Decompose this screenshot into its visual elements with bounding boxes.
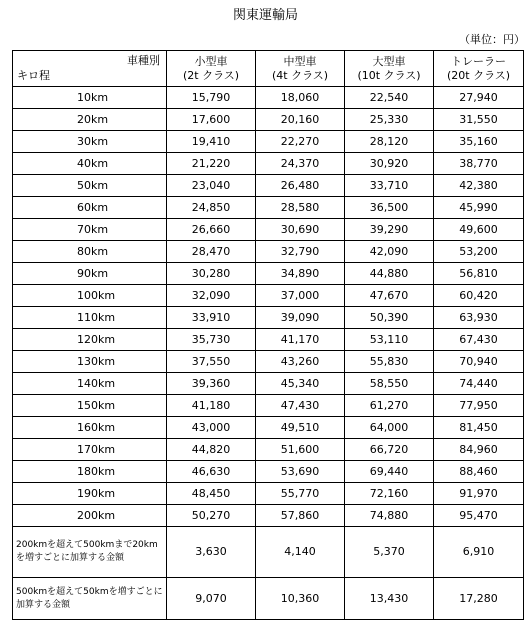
fare-cell: 20,160 [256,109,345,131]
column-header-class: (20t クラス) [446,68,511,82]
table-row [13,417,524,439]
fare-cell: 37,000 [256,285,345,307]
fare-cell: 91,970 [434,483,524,505]
distance-cell: 200km [13,505,167,527]
distance-cell: 60km [13,197,167,219]
fare-cell: 41,180 [167,395,256,417]
fare-cell: 41,170 [256,329,345,351]
fare-cell: 47,430 [256,395,345,417]
header-row [13,51,524,87]
fare-cell: 23,040 [167,175,256,197]
surcharge-cell: 3,630 [167,527,256,578]
fare-cell: 50,270 [167,505,256,527]
page-title: 関東運輸局 [232,8,298,23]
fare-cell: 88,460 [434,461,524,483]
fare-cell: 24,370 [256,153,345,175]
fare-cell: 64,000 [345,417,434,439]
surcharge-cell: 5,370 [345,527,434,578]
column-header-class: (4t クラス) [271,68,329,82]
distance-cell: 110km [13,307,167,329]
surcharge-label: 500kmを超えて50kmを増すごとに加算する金額 [13,578,167,620]
distance-cell: 160km [13,417,167,439]
column-header-small [167,51,256,87]
distance-cell: 70km [13,219,167,241]
fare-cell: 46,630 [167,461,256,483]
fare-cell: 24,850 [167,197,256,219]
distance-cell: 140km [13,373,167,395]
distance-cell: 90km [13,263,167,285]
vehicle-type-label: 車種別 [127,54,160,67]
fare-cell: 57,860 [256,505,345,527]
fare-cell: 58,550 [345,373,434,395]
distance-cell: 120km [13,329,167,351]
fare-cell: 22,540 [345,87,434,109]
table-row [13,373,524,395]
fare-cell: 72,160 [345,483,434,505]
surcharge-label: 200kmを超えて500kmまで20kmを増すごとに加算する金額 [13,527,167,578]
fare-cell: 30,920 [345,153,434,175]
distance-cell: 40km [13,153,167,175]
table-row [13,439,524,461]
fare-cell: 53,690 [256,461,345,483]
fare-cell: 34,890 [256,263,345,285]
fare-cell: 77,950 [434,395,524,417]
surcharge-cell: 13,430 [345,578,434,620]
fare-cell: 32,790 [256,241,345,263]
fare-cell: 66,720 [345,439,434,461]
fare-cell: 63,930 [434,307,524,329]
table-row [13,87,524,109]
distance-cell: 130km [13,351,167,373]
column-header-class: (10t クラス) [357,68,421,82]
table-row [13,351,524,373]
fare-cell: 19,410 [167,131,256,153]
table-row [13,461,524,483]
table-row [13,153,524,175]
fare-cell: 33,910 [167,307,256,329]
column-header-medium [256,51,345,87]
fare-cell: 28,580 [256,197,345,219]
distance-cell: 80km [13,241,167,263]
table-row [13,395,524,417]
fare-cell: 84,960 [434,439,524,461]
column-header-trailer [434,51,524,87]
surcharge-cell: 17,280 [434,578,524,620]
fare-cell: 53,110 [345,329,434,351]
fare-cell: 39,290 [345,219,434,241]
fare-cell: 60,420 [434,285,524,307]
fare-cell: 42,380 [434,175,524,197]
fare-cell: 35,160 [434,131,524,153]
fare-cell: 45,340 [256,373,345,395]
surcharge-cell: 4,140 [256,527,345,578]
fare-cell: 53,200 [434,241,524,263]
fare-cell: 43,260 [256,351,345,373]
fare-cell: 25,330 [345,109,434,131]
column-header-name: 小型車 [194,54,228,68]
distance-cell: 180km [13,461,167,483]
fare-cell: 18,060 [256,87,345,109]
table-row [13,483,524,505]
surcharge-row [13,578,524,620]
fare-cell: 67,430 [434,329,524,351]
table-row [13,175,524,197]
fare-cell: 31,550 [434,109,524,131]
fare-cell: 30,280 [167,263,256,285]
fare-cell: 15,790 [167,87,256,109]
fare-cell: 81,450 [434,417,524,439]
table-row [13,263,524,285]
fare-cell: 26,660 [167,219,256,241]
distance-label: キロ程 [17,69,50,82]
fare-cell: 35,730 [167,329,256,351]
fare-table [12,50,524,620]
table-row [13,131,524,153]
surcharge-cell: 9,070 [167,578,256,620]
table-row [13,285,524,307]
column-header-name: 大型車 [372,54,406,68]
fare-cell: 26,480 [256,175,345,197]
fare-cell: 37,550 [167,351,256,373]
distance-cell: 50km [13,175,167,197]
fare-cell: 27,940 [434,87,524,109]
distance-cell: 170km [13,439,167,461]
surcharge-row [13,527,524,578]
fare-cell: 50,390 [345,307,434,329]
distance-cell: 10km [13,87,167,109]
header-corner-cell [13,51,167,87]
fare-cell: 17,600 [167,109,256,131]
surcharge-cell: 6,910 [434,527,524,578]
fare-cell: 30,690 [256,219,345,241]
fare-cell: 39,360 [167,373,256,395]
fare-cell: 69,440 [345,461,434,483]
fare-cell: 44,880 [345,263,434,285]
fare-cell: 51,600 [256,439,345,461]
fare-cell: 74,880 [345,505,434,527]
fare-cell: 47,670 [345,285,434,307]
fare-cell: 49,510 [256,417,345,439]
column-header-large [345,51,434,87]
fare-cell: 48,450 [167,483,256,505]
fare-cell: 56,810 [434,263,524,285]
table-row [13,241,524,263]
fare-cell: 45,990 [434,197,524,219]
distance-cell: 190km [13,483,167,505]
distance-cell: 150km [13,395,167,417]
fare-cell: 38,770 [434,153,524,175]
table-row [13,505,524,527]
fare-cell: 70,940 [434,351,524,373]
fare-cell: 39,090 [256,307,345,329]
table-row [13,329,524,351]
column-header-class: (2t クラス) [182,68,240,82]
fare-cell: 61,270 [345,395,434,417]
fare-cell: 42,090 [345,241,434,263]
column-header-name: トレーラー [451,54,506,68]
fare-cell: 55,830 [345,351,434,373]
distance-cell: 30km [13,131,167,153]
fare-cell: 44,820 [167,439,256,461]
column-header-name: 中型車 [283,54,317,68]
distance-cell: 100km [13,285,167,307]
fare-cell: 36,500 [345,197,434,219]
table-row [13,197,524,219]
fare-cell: 28,470 [167,241,256,263]
fare-cell: 28,120 [345,131,434,153]
fare-cell: 32,090 [167,285,256,307]
fare-cell: 21,220 [167,153,256,175]
unit-note: （単位：円） [459,33,525,46]
fare-cell: 33,710 [345,175,434,197]
fare-cell: 74,440 [434,373,524,395]
table-row [13,219,524,241]
fare-cell: 22,270 [256,131,345,153]
fare-cell: 95,470 [434,505,524,527]
fare-table-body [13,87,524,620]
table-row [13,307,524,329]
fare-cell: 55,770 [256,483,345,505]
fare-cell: 43,000 [167,417,256,439]
distance-cell: 20km [13,109,167,131]
fare-cell: 49,600 [434,219,524,241]
surcharge-cell: 10,360 [256,578,345,620]
table-row [13,109,524,131]
